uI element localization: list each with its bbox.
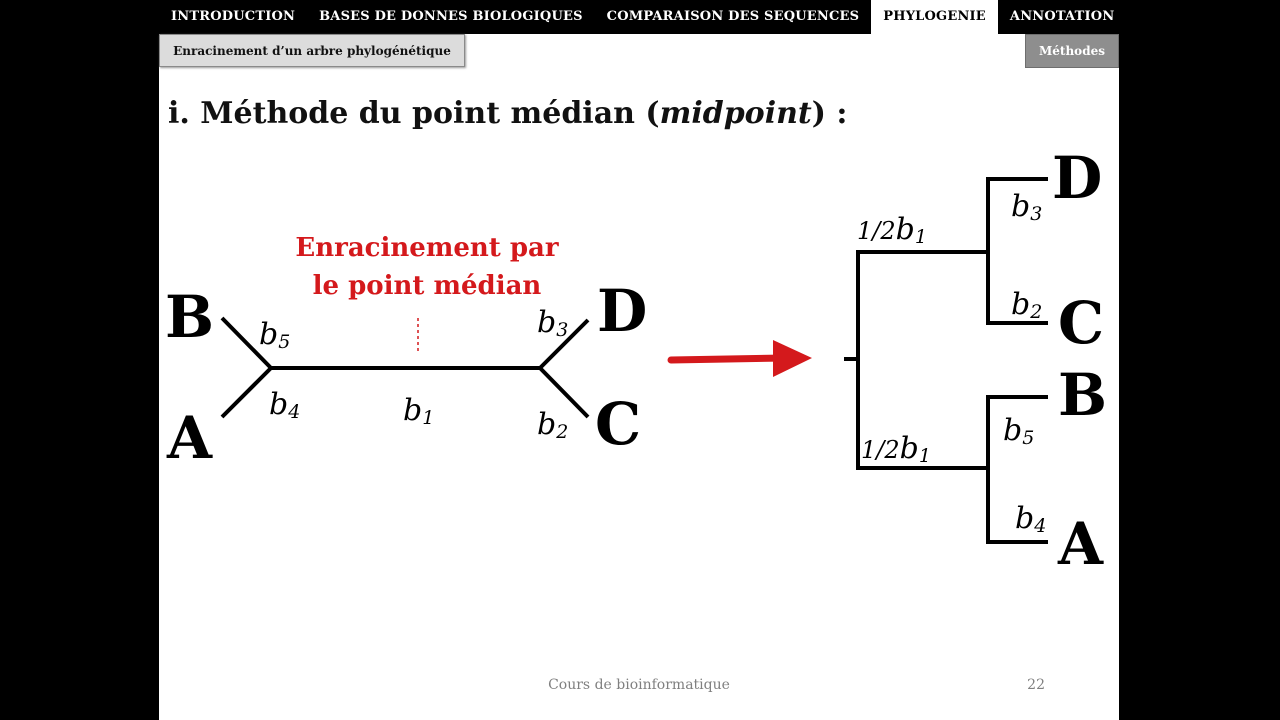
slide-title-suffix: ) : <box>811 96 848 131</box>
footer-page-number: 22 <box>1027 677 1045 693</box>
slide-title-prefix: i. Méthode du point médian ( <box>168 96 660 131</box>
top-navigation <box>159 0 1119 34</box>
label-b3-rooted: b3 <box>1011 189 1043 225</box>
slide-title-italic: midpoint <box>659 96 812 131</box>
subsection-tab-enracinement[interactable]: Enracinement d’un arbre phylogénétique <box>159 34 465 67</box>
label-b5-rooted: b5 <box>1003 413 1035 449</box>
right-arrow-icon <box>671 340 812 377</box>
annotation-line-1: Enracinement par <box>295 233 559 263</box>
taxon-a-rooted: A <box>1058 510 1104 578</box>
taxon-c-unrooted: C <box>595 390 642 458</box>
label-b2: b2 <box>537 407 569 443</box>
taxon-d-rooted: D <box>1052 144 1103 212</box>
nav-tab-bases-de-donnees[interactable]: BASES DE DONNES BIOLOGIQUES <box>319 9 583 24</box>
taxon-b-unrooted: B <box>165 283 215 351</box>
footer-course-name: Cours de bioinformatique <box>548 677 730 693</box>
label-b2-rooted: b2 <box>1011 287 1043 323</box>
subsection-tab-methodes[interactable]: Méthodes <box>1025 34 1119 68</box>
label-half-b1-top: 1/2b1 <box>857 212 927 248</box>
nav-tab-introduction[interactable]: INTRODUCTION <box>171 9 296 24</box>
taxon-b-rooted: B <box>1058 361 1108 429</box>
annotation-line-2: le point médian <box>312 271 542 301</box>
phylogeny-diagram <box>159 34 1119 720</box>
taxon-a-unrooted: A <box>167 404 213 472</box>
taxon-c-rooted: C <box>1058 289 1105 357</box>
nav-tab-comparaison-sequences[interactable]: COMPARAISON DES SEQUENCES <box>606 9 860 24</box>
nav-tab-annotation[interactable]: ANNOTATION <box>1009 9 1115 24</box>
label-b4-rooted: b4 <box>1015 501 1047 537</box>
nav-tab-phylogenie[interactable]: PHYLOGENIE <box>871 0 998 34</box>
label-b4: b4 <box>269 387 301 423</box>
label-b5: b5 <box>259 317 291 353</box>
taxon-d-unrooted: D <box>597 277 648 345</box>
label-b3: b3 <box>537 305 569 341</box>
branch-b4 <box>222 368 271 417</box>
label-b1: b1 <box>403 393 435 429</box>
label-half-b1-bottom: 1/2b1 <box>861 431 931 467</box>
slide-canvas <box>159 34 1119 720</box>
